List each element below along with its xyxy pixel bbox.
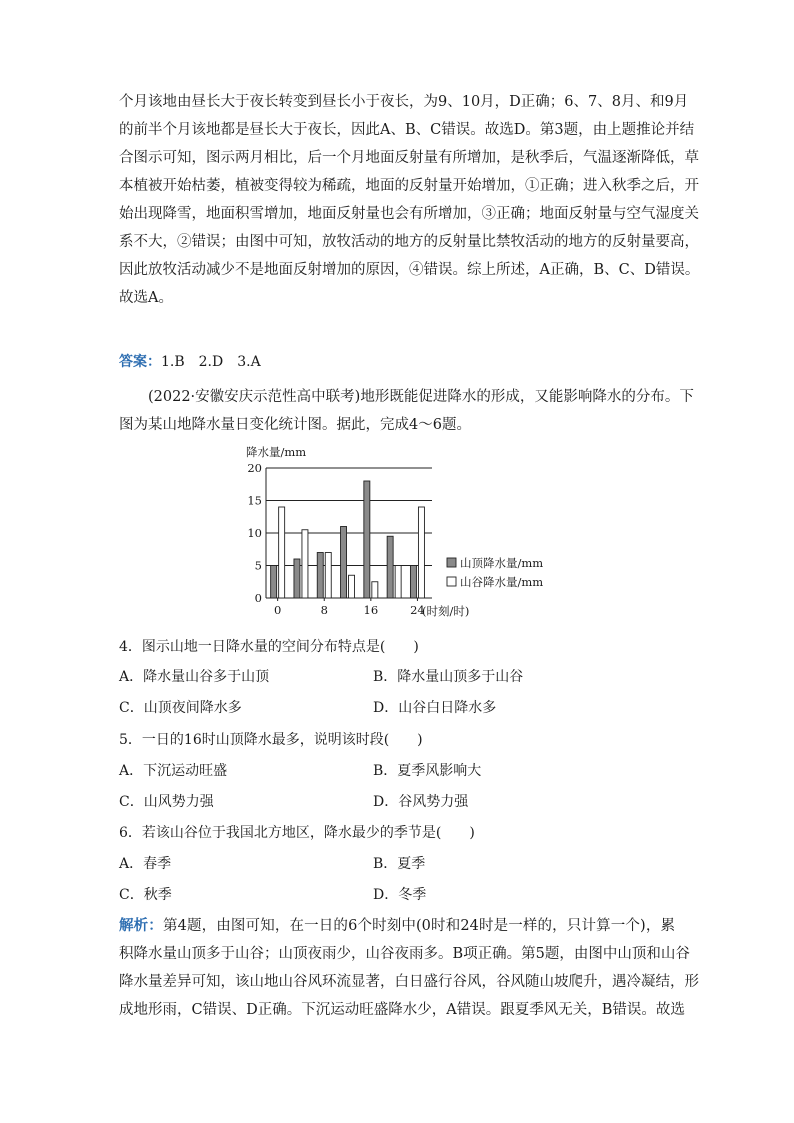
question-5-option-a[interactable]: A．下沉运动旺盛 [119, 763, 228, 779]
question-stem [119, 383, 694, 439]
bar-valley [302, 530, 308, 598]
y-axis-label: 降水量/mm [246, 445, 307, 459]
text-line: 个月该地由昼长大于夜长转变到昼长小于夜长，为9、10月，D正确；6、7、8月、和9月 [119, 94, 689, 110]
text-line: (2022·安徽安庆示范性高中联考)地形既能促进降水的形成，又能影响降水的分布。下 [148, 389, 694, 405]
y-tick-label: 5 [254, 558, 262, 573]
question-4-option-d[interactable]: D．山谷白日降水多 [373, 700, 497, 716]
question-5-option-c[interactable]: C．山风势力强 [119, 794, 214, 810]
x-axis-label: (时刻/时) [422, 604, 470, 618]
y-tick-label: 20 [247, 461, 262, 475]
question-4-option-c[interactable]: C．山顶夜间降水多 [119, 700, 242, 716]
analysis-paragraph [119, 912, 699, 1024]
bar-summit [271, 566, 277, 599]
text-line: 因此放牧活动减少不是地面反射增加的原因，④错误。综上所述，A正确，B、C、D错误。 [119, 262, 700, 278]
x-tick-label: 8 [320, 603, 328, 617]
text-line: 系不大，②错误；由图中可知，放牧活动的地方的反射量比禁牧活动的地方的反射量要高， [119, 234, 699, 250]
analysis-label: 解析： [119, 917, 163, 934]
y-tick-label: 15 [247, 493, 262, 508]
question-4-option-a[interactable]: A．降水量山谷多于山顶 [119, 669, 270, 685]
y-tick-label: 10 [247, 526, 262, 540]
text-line: 始出现降雪，地面积雪增加，地面反射量也会有所增加，③正确；地面反射量与空气湿度关 [119, 206, 699, 222]
question-5-option-b[interactable]: B．夏季风影响大 [373, 763, 482, 779]
text-line: 本植被开始枯萎，植被变得较为稀疏，地面的反射量开始增加，①正确；进入秋季之后，开 [119, 178, 699, 194]
text-line [119, 912, 675, 940]
text-line: 图为某山地降水量日变化统计图。据此，完成4～6题。 [119, 417, 471, 433]
bar-summit [317, 553, 323, 599]
bar-summit [341, 527, 347, 599]
question-6-option-c[interactable]: C．秋季 [119, 887, 172, 903]
intro-paragraph [119, 88, 700, 312]
y-tick-label: 0 [254, 591, 262, 605]
precipitation-chart-svg [246, 444, 566, 619]
legend-swatch [447, 577, 456, 586]
bar-summit [410, 566, 416, 599]
answer-line [119, 351, 261, 371]
question-4-option-b[interactable]: B．降水量山顶多于山谷 [373, 669, 524, 685]
text-line: 的前半个月该地都是昼长大于夜长，因此A、B、C错误。故选D。第3题，由上题推论并结 [119, 122, 695, 138]
question-4-stem: 4．图示山地一日降水量的空间分布特点是( ) [119, 639, 419, 655]
bar-summit [387, 536, 393, 598]
question-5-option-d[interactable]: D．谷风势力强 [373, 794, 469, 810]
bar-summit [294, 559, 300, 598]
x-tick-label: 24 [410, 603, 425, 617]
answer-label: 答案： [119, 354, 161, 370]
bar-valley [418, 507, 424, 598]
analysis-text: 第4题，由图可知，在一日的6个时刻中(0时和24时是一样的，只计算一个)，累 [162, 918, 675, 934]
x-tick-label: 0 [273, 603, 282, 617]
bar-valley [395, 566, 401, 599]
question-5-stem: 5．一日的16时山顶降水最多，说明该时段( ) [119, 732, 423, 748]
question-6-stem: 6．若该山谷位于我国北方地区，降水最少的季节是( ) [119, 825, 475, 841]
text-line: 合图示可知，图示两月相比，后一个月地面反射量有所增加，是秋季后，气温逐渐降低，草 [119, 150, 699, 166]
bar-summit [364, 481, 370, 598]
legend-label: 山顶降水量/mm [460, 556, 544, 570]
answer-text: 1.B 2.D 3.A [161, 354, 261, 370]
question-6-option-d[interactable]: D．冬季 [373, 887, 427, 903]
text-line: 故选A。 [119, 290, 173, 306]
bar-valley [325, 553, 331, 599]
x-tick-label: 16 [363, 603, 379, 617]
bar-valley [349, 575, 355, 598]
legend-label: 山谷降水量/mm [460, 575, 544, 589]
bar-valley [279, 507, 285, 598]
text-line: 降水量差异可知，该山地山谷风环流显著，白日盛行谷风，谷风随山坡爬升，遇冷凝结，形 [119, 974, 699, 990]
legend-swatch [447, 558, 456, 567]
text-line: 成地形雨，C错误、D正确。下沉运动旺盛降水少，A错误。跟夏季风无关，B错误。故选 [119, 1002, 685, 1018]
bar-valley [372, 582, 378, 598]
text-line: 积降水量山顶多于山谷；山顶夜雨少，山谷夜雨多。B项正确。第5题，由图中山顶和山谷 [119, 946, 690, 962]
question-6-option-a[interactable]: A．春季 [119, 856, 172, 872]
precipitation-chart [246, 444, 566, 619]
question-6-option-b[interactable]: B．夏季 [373, 856, 426, 872]
